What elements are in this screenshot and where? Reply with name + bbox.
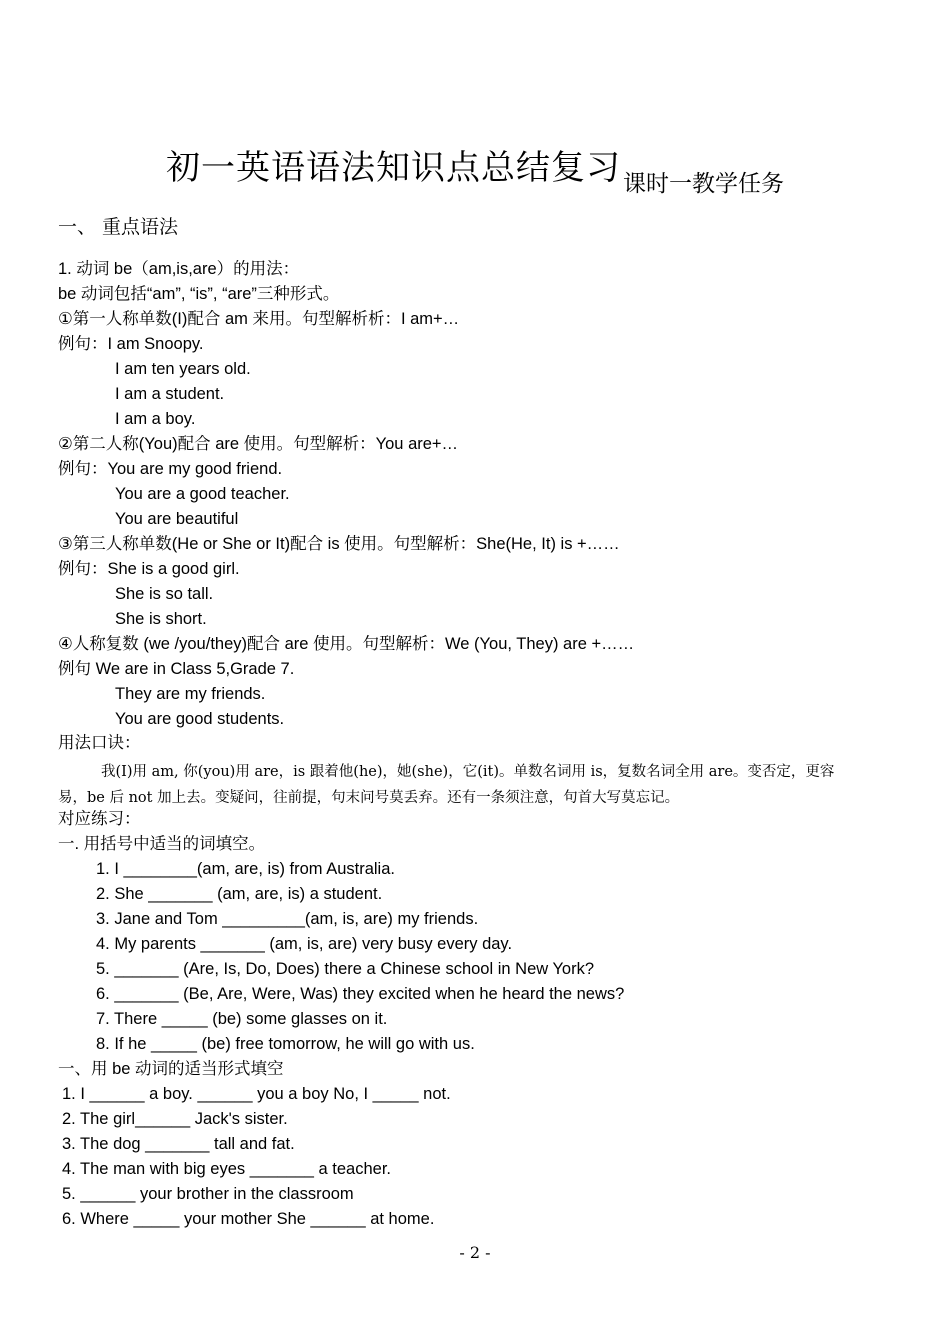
text-line: ④人称复数 (we /you/they)配合 are 使用。句型解析：We (You, They) are +…… (58, 635, 635, 653)
text-line: be 动词包括“am”, “is”, “are”三种形式。 (58, 285, 340, 303)
exercise-item: 4. My parents _______ (am, is, are) very busy every day. (96, 935, 513, 953)
exercise-item: 3. Jane and Tom _________(am, is, are) my friends. (96, 910, 479, 928)
exercise-item: 6. Where _____ your mother She ______ at home. (62, 1210, 435, 1228)
text-line: 1. 动词 be（am,is,are）的用法： (58, 260, 300, 278)
exercise-item: 2. She _______ (am, are, is) a student. (96, 885, 383, 903)
example-line: I am ten years old. (115, 360, 251, 378)
text-line: ②第二人称(You)配合 are 使用。句型解析：You are+… (58, 435, 459, 453)
example-line: She is short. (115, 610, 207, 628)
exercise-item: 8. If he _____ (be) free tomorrow, he will go with us. (96, 1035, 475, 1053)
example-line: She is so tall. (115, 585, 214, 603)
text-line: ①第一人称单数(I)配合 am 来用。句型解析析：I am+… (58, 310, 460, 328)
section-heading: 一、 重点语法 (58, 216, 179, 238)
exercise-item: 5. _______ (Are, Is, Do, Does) there a Chinese school in New York? (96, 960, 595, 978)
example-line: I am a boy. (115, 410, 196, 428)
title-row (0, 140, 950, 197)
text-line: ③第三人称单数(He or She or It)配合 is 使用。句型解析：She(He, It) is +…… (58, 535, 620, 553)
example-line: You are good students. (115, 710, 285, 728)
exercise-item: 4. The man with big eyes _______ a teacher. (62, 1160, 392, 1178)
example-line: You are beautiful (115, 510, 239, 528)
example-line: 例句：I am Snoopy. (58, 335, 204, 353)
practice-heading: 对应练习： (58, 810, 141, 828)
exercise-item: 7. There _____ (be) some glasses on it. (96, 1010, 388, 1028)
page-number: - 2 - (459, 1243, 491, 1262)
exercise-title: 一、用 be 动词的适当形式填空 (58, 1060, 284, 1078)
exercise-item: 2. The girl______ Jack's sister. (62, 1110, 288, 1128)
exercise-item: 3. The dog _______ tall and fat. (62, 1135, 295, 1153)
mnemonic-line-2: 易，be 后 not 加上去。变疑问，往前提，句末问号莫丢弃。还有一条须注意，句首大写莫忘记。 (58, 790, 680, 806)
mnemonic-paragraph (58, 759, 888, 811)
exercise-title: 一. 用括号中适当的词填空。 (58, 835, 266, 853)
example-line: They are my friends. (115, 685, 266, 703)
example-line: You are a good teacher. (115, 485, 290, 503)
mnemonic-line-1: 我(I)用 am, 你(you)用 are，is 跟着他(he)，她(she)，它(it)。单数名词用 is，复数名词全用 are。变否定，更容 (101, 764, 835, 780)
exercise-item: 6. _______ (Be, Are, Were, Was) they excited when he heard the news? (96, 985, 625, 1003)
example-line: I am a student. (115, 385, 225, 403)
example-line: 例句：She is a good girl. (58, 560, 240, 578)
page-title: 初一英语语法知识点总结复习 (166, 148, 621, 188)
exercise-item: 1. I ______ a boy. ______ you a boy No, I _____ not. (62, 1085, 451, 1103)
example-line: 例句 We are in Class 5,Grade 7. (58, 660, 295, 678)
mnemonic-heading: 用法口诀： (58, 734, 141, 752)
page-subtitle: 课时一教学任务 (623, 171, 784, 197)
example-line: 例句：You are my good friend. (58, 460, 283, 478)
exercise-item: 1. I ________(am, are, is) from Australia. (96, 860, 395, 878)
exercise-item: 5. ______ your brother in the classroom (62, 1185, 354, 1203)
